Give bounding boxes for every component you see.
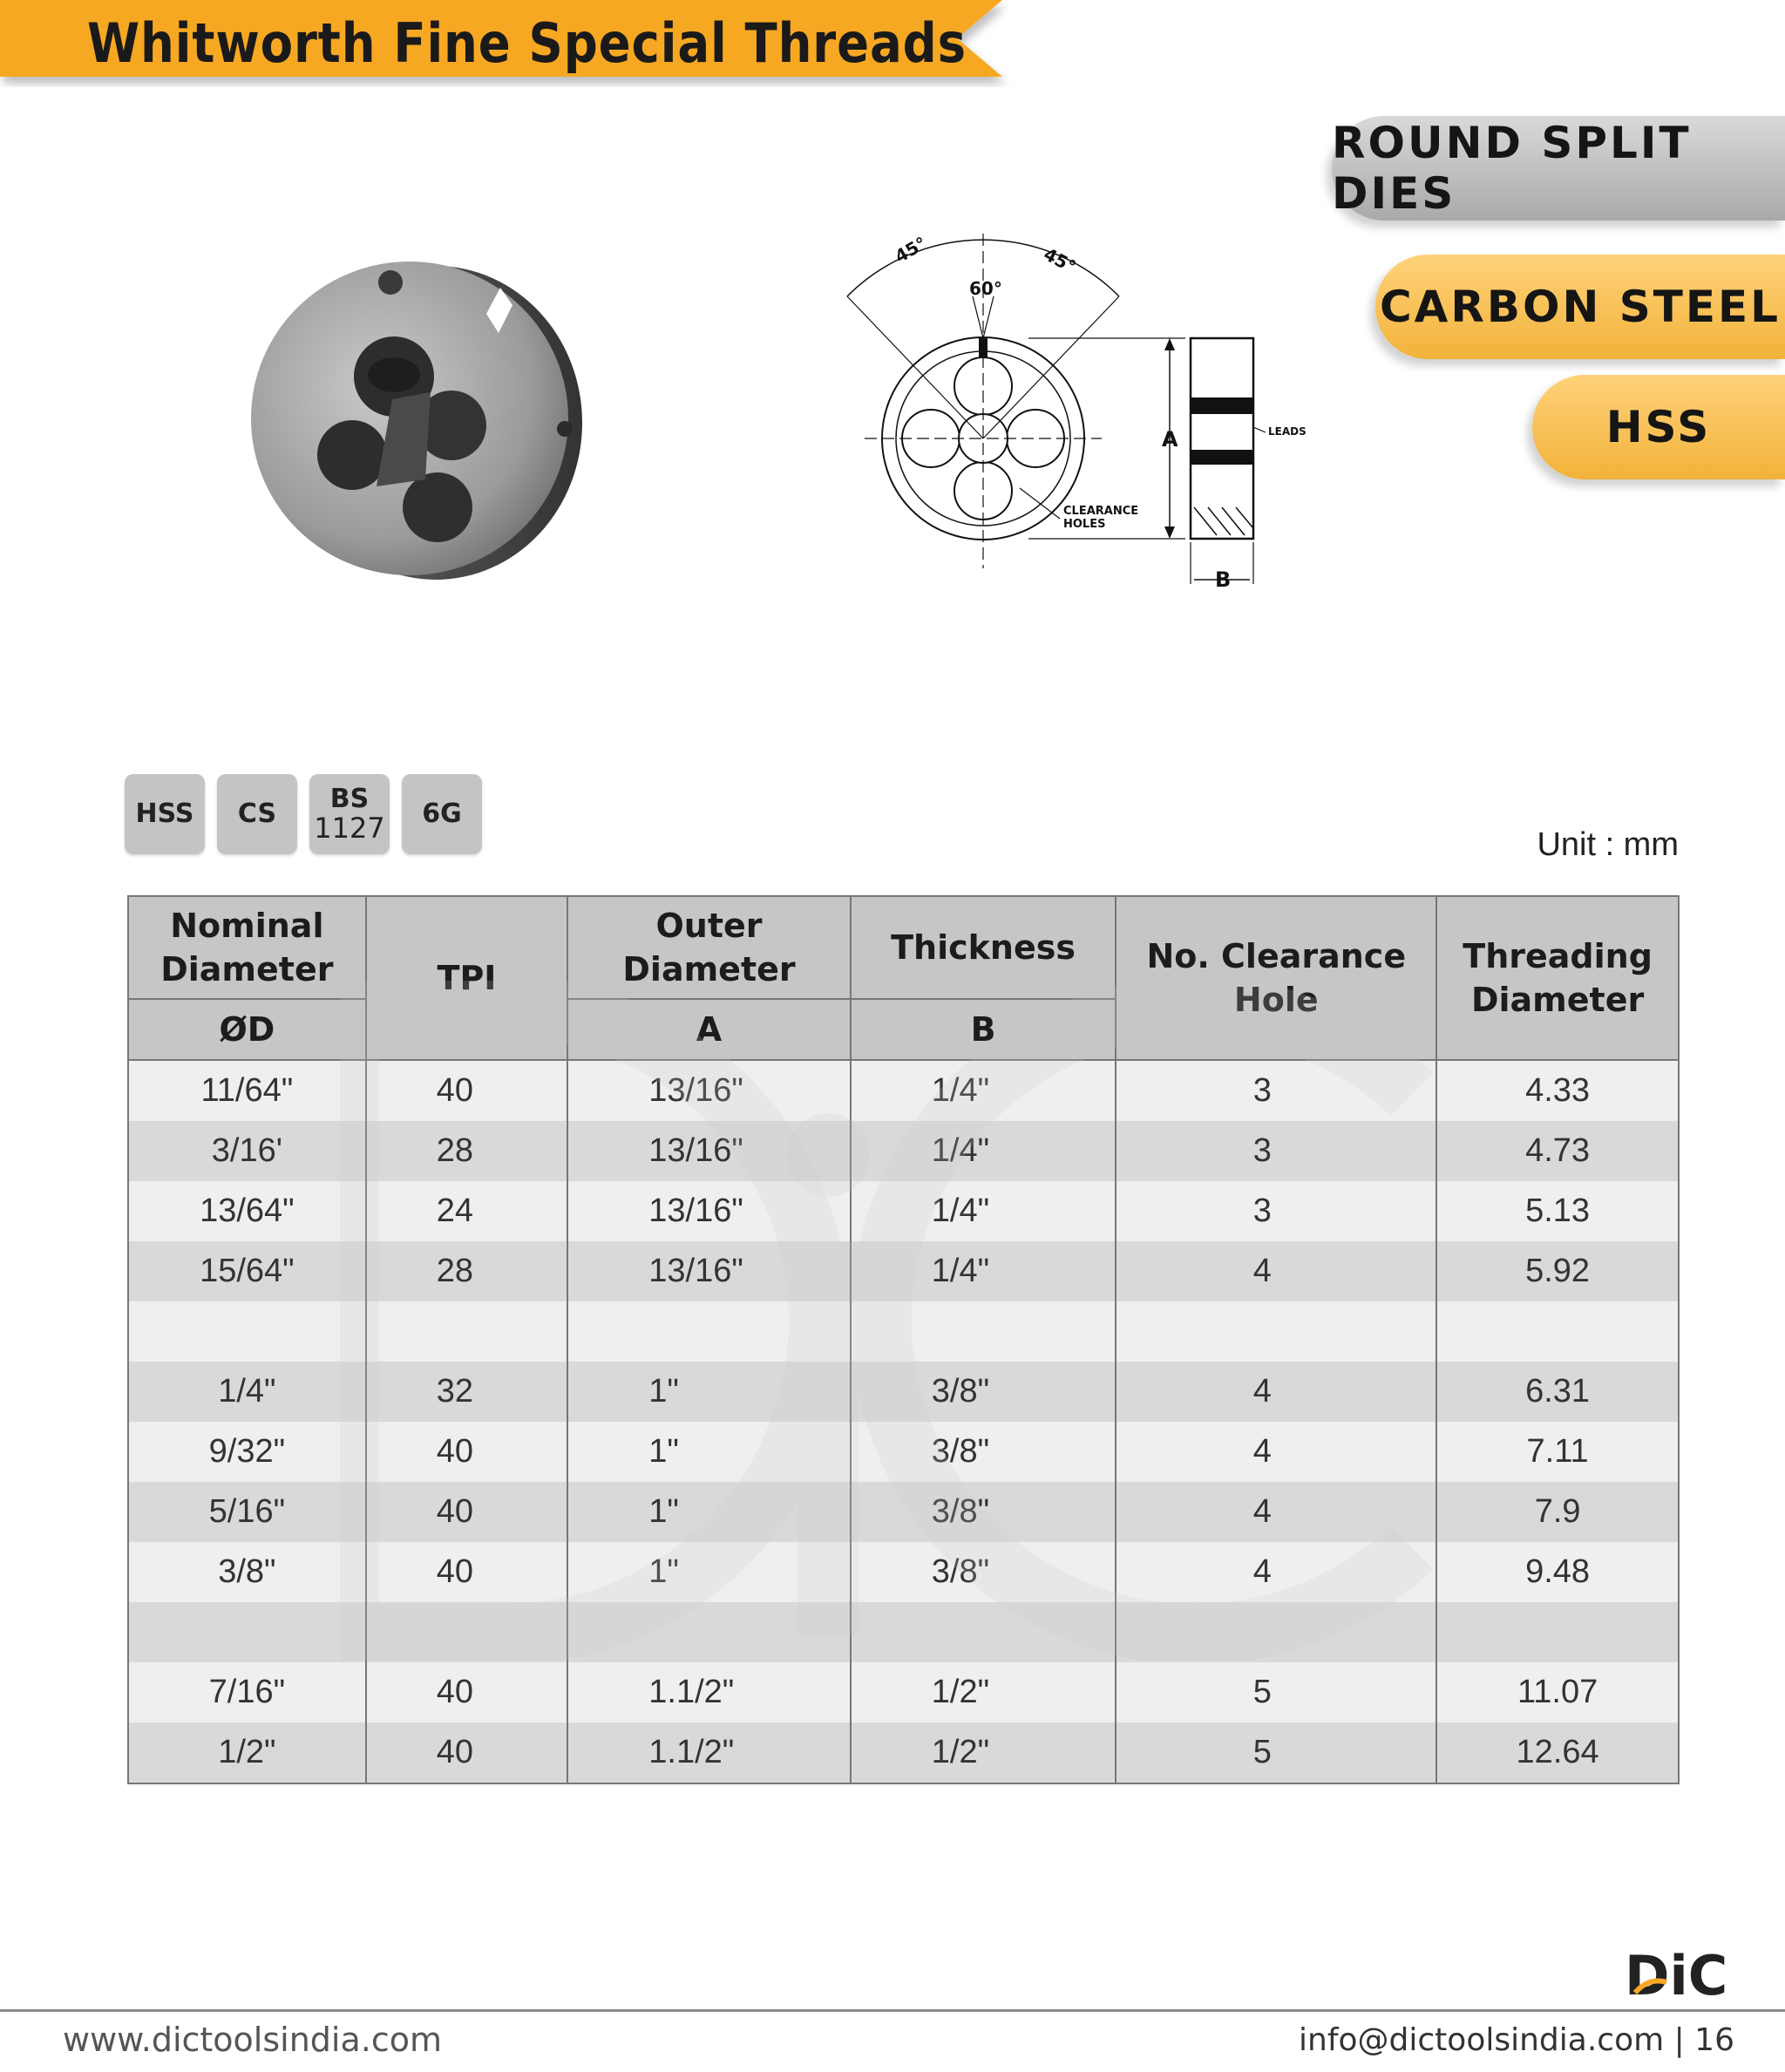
tag-carbon-steel: CARBON STEEL: [1375, 255, 1785, 359]
tag-hss: HSS: [1532, 375, 1785, 479]
clearance-cell: 4: [1116, 1362, 1436, 1422]
clearance-label: CLEARANCE: [1063, 505, 1139, 518]
thickness-cell: 3/8": [851, 1542, 1116, 1602]
table-row: [128, 1722, 1679, 1783]
threading-cell: 11.07: [1436, 1662, 1679, 1722]
header-outer-diameter: Outer Diameter: [567, 896, 851, 999]
table-row: [128, 1121, 1679, 1181]
clearance-cell: 4: [1116, 1482, 1436, 1542]
dic-logo: [1623, 1942, 1727, 2003]
threading-cell: 4.33: [1436, 1060, 1679, 1121]
badge-bs-label: BS: [329, 784, 370, 814]
threading-cell: 6.31: [1436, 1362, 1679, 1422]
badge-cs: [217, 774, 297, 854]
tpi-cell: 40: [366, 1662, 568, 1722]
holes-label: HOLES: [1063, 518, 1106, 531]
nominal-cell: 15/64": [128, 1241, 366, 1301]
table-row: [128, 1662, 1679, 1722]
outer-cell: 13/16": [567, 1181, 851, 1241]
nominal-cell: 11/64": [128, 1060, 366, 1121]
outer-cell: 1": [567, 1362, 851, 1422]
threading-cell: [1436, 1301, 1679, 1362]
clearance-cell: 3: [1116, 1121, 1436, 1181]
tpi-cell: 28: [366, 1121, 568, 1181]
thickness-cell: 1/2": [851, 1662, 1116, 1722]
thickness-cell: 1/4": [851, 1181, 1116, 1241]
die-technical-drawing: [828, 227, 1316, 601]
tpi-cell: 40: [366, 1722, 568, 1783]
table-row: [128, 1482, 1679, 1542]
clearance-cell: 4: [1116, 1422, 1436, 1482]
thickness-cell: 3/8": [851, 1482, 1116, 1542]
tpi-cell: 24: [366, 1181, 568, 1241]
angle-right-label: 45°: [1040, 243, 1080, 278]
outer-cell: 13/16": [567, 1241, 851, 1301]
threading-cell: [1436, 1602, 1679, 1662]
unit-label: Unit : mm: [1537, 826, 1679, 863]
badge-cs-label: CS: [237, 798, 277, 829]
logo-text: DiC: [1625, 1944, 1727, 2003]
table-row: [128, 1301, 1679, 1362]
footer-website-link[interactable]: www.dictoolsindia.com: [63, 2021, 442, 2059]
clearance-cell: 3: [1116, 1060, 1436, 1121]
footer-email-page[interactable]: info@dictoolsindia.com | 16: [1299, 2022, 1734, 2058]
badge-6g-label: 6G: [422, 798, 462, 829]
outer-cell: 13/16": [567, 1060, 851, 1121]
header-clearance-hole: No. Clearance Hole: [1116, 896, 1436, 1060]
header-thickness-sub: B: [851, 999, 1116, 1060]
header-nominal-diameter: Nominal Diameter: [128, 896, 366, 999]
tag-round-split-dies: ROUND SPLIT DIES: [1332, 116, 1785, 221]
standards-badges: [125, 774, 482, 854]
header-nominal-sub: ØD: [128, 999, 366, 1060]
outer-cell: 1": [567, 1542, 851, 1602]
tpi-cell: 28: [366, 1241, 568, 1301]
table-row: [128, 1241, 1679, 1301]
tpi-cell: 32: [366, 1362, 568, 1422]
footer-divider: [0, 2009, 1785, 2012]
tpi-cell: 40: [366, 1422, 568, 1482]
threading-cell: 9.48: [1436, 1542, 1679, 1602]
nominal-cell: 7/16": [128, 1662, 366, 1722]
nominal-cell: 13/64": [128, 1181, 366, 1241]
tpi-cell: 40: [366, 1060, 568, 1121]
threading-cell: 7.9: [1436, 1482, 1679, 1542]
page-title: Whitworth Fine Special Threads: [87, 11, 967, 75]
clearance-cell: [1116, 1301, 1436, 1362]
clearance-cell: 4: [1116, 1241, 1436, 1301]
tpi-cell: [366, 1301, 568, 1362]
badge-hss: [125, 774, 205, 854]
table-row: [128, 1542, 1679, 1602]
nominal-cell: 9/32": [128, 1422, 366, 1482]
tpi-cell: [366, 1602, 568, 1662]
nominal-cell: 5/16": [128, 1482, 366, 1542]
badge-hss-label: HSS: [135, 798, 194, 829]
nominal-cell: [128, 1602, 366, 1662]
dim-a-label: A: [1162, 427, 1178, 452]
table-row: [128, 1602, 1679, 1662]
outer-cell: 1": [567, 1422, 851, 1482]
die-photo-image: [246, 253, 594, 584]
thickness-cell: 3/8": [851, 1362, 1116, 1422]
title-banner: [0, 0, 1011, 84]
thickness-cell: [851, 1602, 1116, 1662]
table-row: [128, 1181, 1679, 1241]
dim-b-label: B: [1215, 567, 1232, 592]
angle-left-label: 45°: [891, 232, 931, 268]
clearance-cell: 4: [1116, 1542, 1436, 1602]
clearance-cell: 3: [1116, 1181, 1436, 1241]
leads-label: LEADS: [1268, 425, 1307, 438]
threading-cell: 12.64: [1436, 1722, 1679, 1783]
thickness-cell: [851, 1301, 1116, 1362]
nominal-cell: 1/2": [128, 1722, 366, 1783]
tpi-cell: 40: [366, 1482, 568, 1542]
clearance-cell: [1116, 1602, 1436, 1662]
threading-cell: 5.92: [1436, 1241, 1679, 1301]
threading-cell: 5.13: [1436, 1181, 1679, 1241]
nominal-cell: 1/4": [128, 1362, 366, 1422]
badge-6g: [402, 774, 482, 854]
header-outer-sub: A: [567, 999, 851, 1060]
outer-cell: 1": [567, 1482, 851, 1542]
spec-table: [127, 895, 1680, 1784]
angle-center-label: 60°: [969, 278, 1002, 299]
badge-bs-1127: [309, 774, 390, 854]
thickness-cell: 1/2": [851, 1722, 1116, 1783]
header-tpi: TPI: [366, 896, 568, 1060]
nominal-cell: [128, 1301, 366, 1362]
clearance-cell: 5: [1116, 1662, 1436, 1722]
header-thickness: Thickness: [851, 896, 1116, 999]
threading-cell: 4.73: [1436, 1121, 1679, 1181]
outer-cell: 1.1/2": [567, 1662, 851, 1722]
nominal-cell: 3/16': [128, 1121, 366, 1181]
outer-cell: 13/16": [567, 1121, 851, 1181]
table-row: [128, 1422, 1679, 1482]
outer-cell: [567, 1301, 851, 1362]
clearance-cell: 5: [1116, 1722, 1436, 1783]
threading-cell: 7.11: [1436, 1422, 1679, 1482]
tpi-cell: 40: [366, 1542, 568, 1602]
outer-cell: 1.1/2": [567, 1722, 851, 1783]
thickness-cell: 1/4": [851, 1241, 1116, 1301]
table-row: [128, 1060, 1679, 1121]
thickness-cell: 1/4": [851, 1121, 1116, 1181]
thickness-cell: 1/4": [851, 1060, 1116, 1121]
nominal-cell: 3/8": [128, 1542, 366, 1602]
outer-cell: [567, 1602, 851, 1662]
table-row: [128, 1362, 1679, 1422]
header-threading-diameter: Threading Diameter: [1436, 896, 1679, 1060]
badge-bs-number: 1127: [314, 812, 385, 845]
thickness-cell: 3/8": [851, 1422, 1116, 1482]
